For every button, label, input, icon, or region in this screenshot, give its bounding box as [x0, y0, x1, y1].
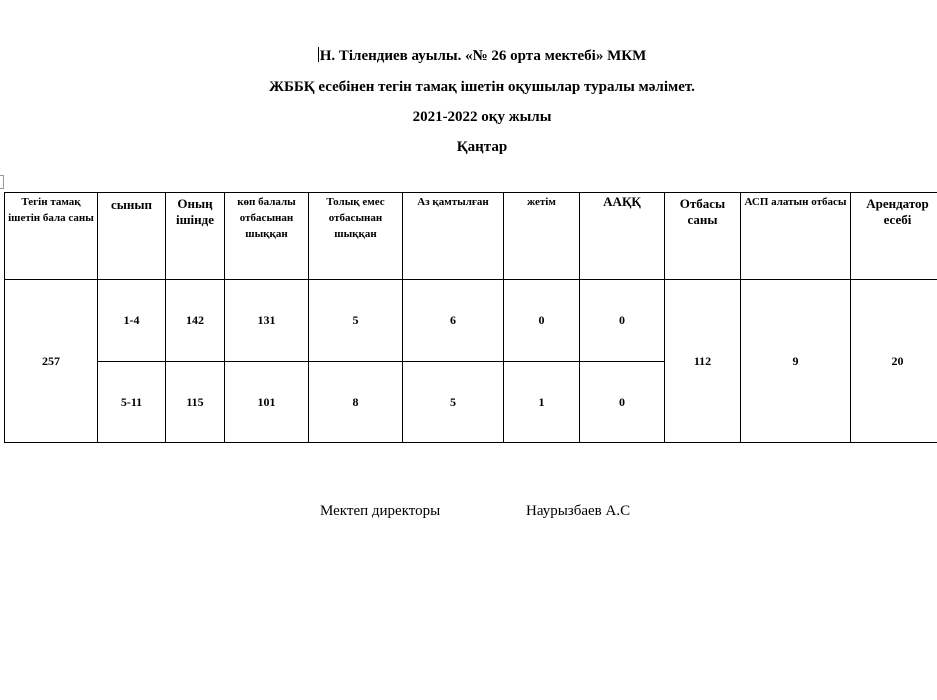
cell-orphan: 1 [504, 362, 580, 443]
cell-families: 112 [665, 280, 741, 443]
cell-grade: 5-11 [98, 362, 166, 443]
cell-tenant: 20 [851, 280, 937, 443]
header-tenant: Арендатор есебі [851, 193, 937, 280]
cell-asp: 9 [741, 280, 851, 443]
cell-incomplete-family: 8 [309, 362, 403, 443]
header-grade: сынып [98, 193, 166, 280]
free-meals-table [4, 192, 937, 443]
cell-orphan: 0 [504, 280, 580, 362]
header-total: Тегін тамақ ішетін бала саны [5, 193, 98, 280]
header-of-which: Оның ішінде [166, 193, 225, 280]
cell-of-which: 115 [166, 362, 225, 443]
header-incomplete-family: Толық емес отбасынан шыққан [309, 193, 403, 280]
table-row [5, 280, 937, 362]
header-large-family: көп балалы отбасынан шыққан [225, 193, 309, 280]
header-orphan: жетім [504, 193, 580, 280]
school-title-text: Н. Тілендиев ауылы. «№ 26 орта мектебі» МКМ [319, 48, 647, 64]
header-low-income: Аз қамтылған [403, 193, 504, 280]
table-header-row [5, 193, 937, 280]
header-families: Отбасы саны [665, 193, 741, 280]
header-asp: АСП алатын отбасы [741, 193, 851, 280]
text-cursor [318, 47, 319, 62]
signature-name: Наурызбаев А.С [526, 503, 631, 519]
cell-low-income: 5 [403, 362, 504, 443]
cell-aakk: 0 [580, 280, 665, 362]
cell-large-family: 131 [225, 280, 309, 362]
cell-large-family: 101 [225, 362, 309, 443]
cell-of-which: 142 [166, 280, 225, 362]
school-year: 2021-2022 оқу жылы [412, 109, 552, 125]
cell-aakk: 0 [580, 362, 665, 443]
cell-total: 257 [5, 280, 98, 443]
cell-incomplete-family: 5 [309, 280, 403, 362]
cell-low-income: 6 [403, 280, 504, 362]
report-title: ЖББҚ есебінен тегін тамақ ішетін оқушылар туралы мәлімет. [269, 79, 695, 95]
table-anchor-icon [0, 175, 4, 189]
header-aakk: ААҚҚ [580, 193, 665, 280]
school-title [0, 47, 937, 65]
report-month: Қаңтар [456, 139, 508, 155]
cell-grade: 1-4 [98, 280, 166, 362]
signature-role: Мектеп директоры [320, 503, 441, 519]
